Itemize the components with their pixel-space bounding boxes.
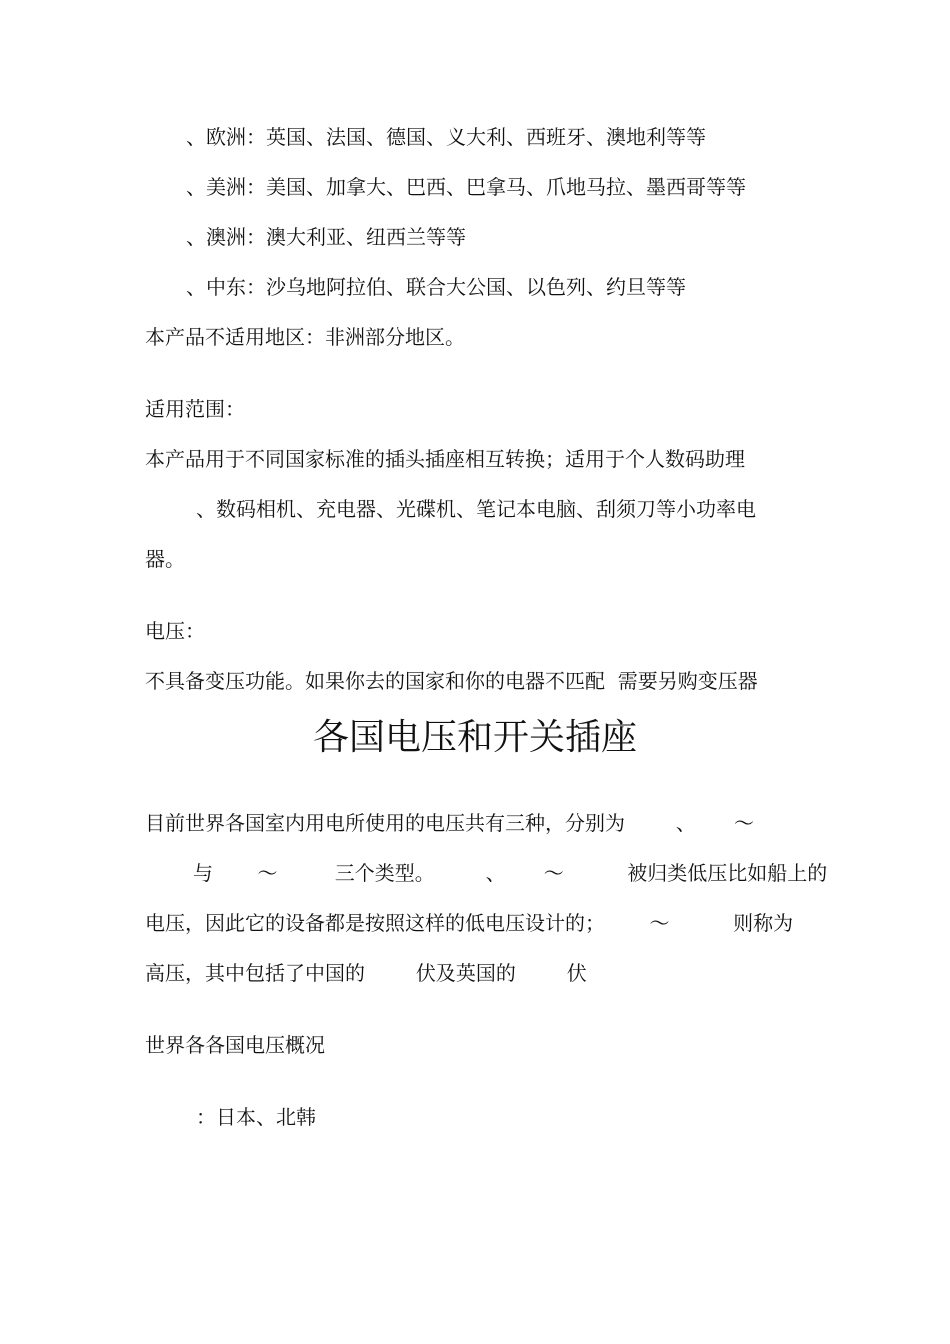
intro-line-1: 目前世界各国室内用电所使用的电压共有三种，分别为 、 ～ xyxy=(145,811,755,835)
scope-line-2: 、数码相机、充电器、光碟机、笔记本电脑、刮须刀等小功率电 xyxy=(196,497,756,521)
overview-label: 世界各各国电压概况 xyxy=(145,1033,325,1057)
scope-label: 适用范围： xyxy=(145,397,245,421)
voltage-label: 电压： xyxy=(145,619,205,643)
scope-line-3: 器。 xyxy=(145,547,185,571)
intro-line-3: 电压，因此它的设备都是按照这样的低电压设计的； ～ 则称为 xyxy=(145,911,794,935)
intro-line-2: 与 ～ 三个类型。 、 ～ 被归类低压比如船上的 xyxy=(193,861,828,885)
section-title: 各国电压和开关插座 xyxy=(312,717,637,758)
region-middle-east: 、中东：沙乌地阿拉伯、联合大公国、以色列、约旦等等 xyxy=(186,275,686,299)
scope-line-1: 本产品用于不同国家标准的插头插座相互转换；适用于个人数码助理 xyxy=(145,447,745,471)
region-americas: 、美洲：美国、加拿大、巴西、巴拿马、爪地马拉、墨西哥等等 xyxy=(186,175,746,199)
not-applicable-regions: 本产品不适用地区：非洲部分地区。 xyxy=(145,325,465,349)
voltage-line-1: 不具备变压功能。如果你去的国家和你的电器不匹配 需要另购变压器 xyxy=(145,669,758,693)
region-europe: 、欧洲：英国、法国、德国、义大利、西班牙、澳地利等等 xyxy=(186,125,706,149)
region-oceania: 、澳洲：澳大利亚、纽西兰等等 xyxy=(186,225,466,249)
intro-line-4: 高压，其中包括了中国的 伏及英国的 伏 xyxy=(145,961,587,985)
overview-item-1: ：日本、北韩 xyxy=(196,1105,316,1129)
